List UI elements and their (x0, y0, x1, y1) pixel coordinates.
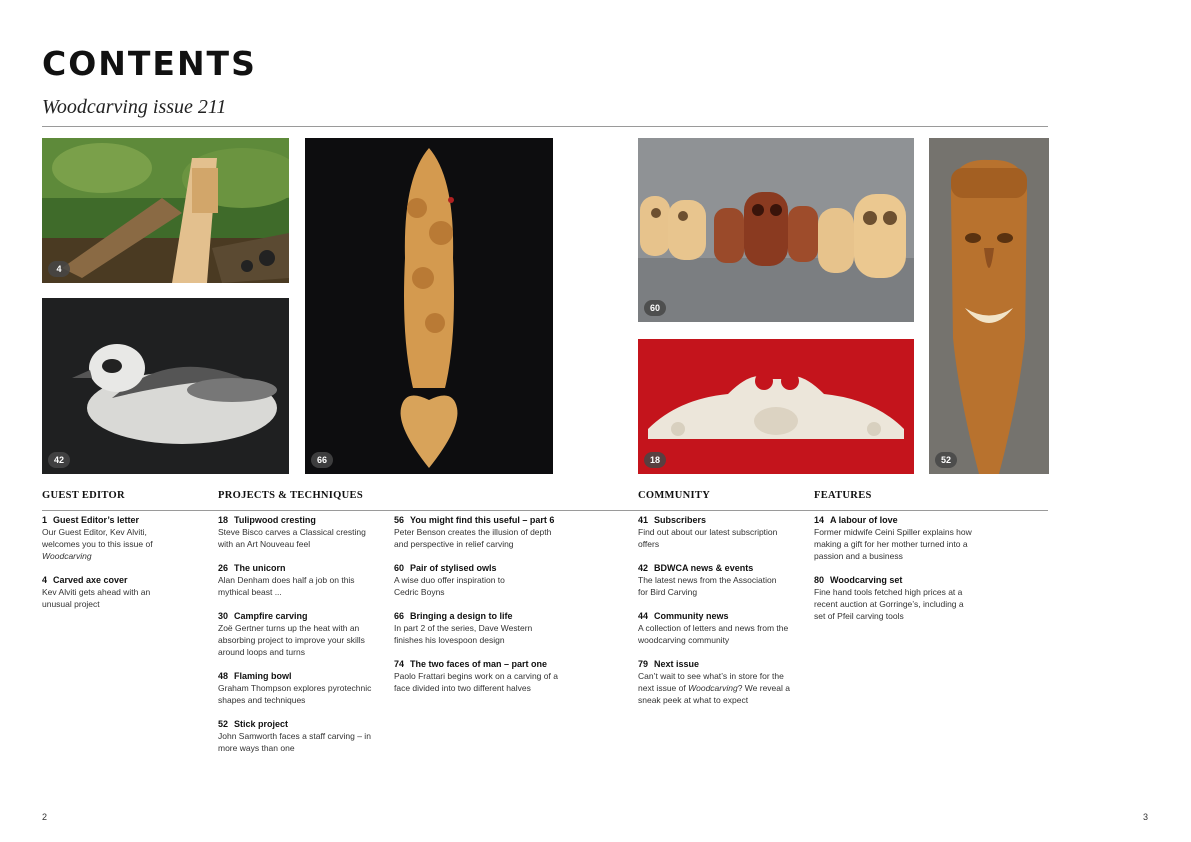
entry-title: Community news (654, 611, 729, 621)
toc-entry[interactable] (814, 574, 979, 622)
toc-entry[interactable] (218, 610, 383, 658)
section-divider (42, 510, 1048, 511)
entry-page-number: 4 (42, 575, 48, 585)
features-column (814, 514, 979, 634)
page-badge: 52 (935, 452, 957, 468)
entry-page-number: 30 (218, 611, 229, 621)
entry-title: Campfire carving (234, 611, 308, 621)
tulipwood-cresting-photo (638, 339, 914, 474)
entry-title: Flaming bowl (234, 671, 292, 681)
toc-entry[interactable] (42, 514, 172, 562)
entry-description: Kev Alviti gets ahead with an unusual project (42, 587, 151, 609)
toc-entry[interactable] (42, 574, 172, 610)
entry-page-number: 48 (218, 671, 229, 681)
entry-title: Stick project (234, 719, 289, 729)
page-number-left: 2 (42, 812, 48, 822)
entry-page-number: 74 (394, 659, 405, 669)
entry-description: Peter Benson creates the illusion of depth and perspective in relief carving (394, 527, 552, 549)
toc-entry[interactable] (394, 610, 564, 646)
entry-title: The two faces of man – part one (410, 659, 548, 669)
magazine-name: Woodcarving (688, 683, 738, 693)
entry-page-number: 80 (814, 575, 825, 585)
guest-editor-column (42, 514, 172, 622)
entry-description: Alan Denham does half a job on this mythical beast ... (218, 575, 355, 597)
entry-title: You might find this useful – part 6 (410, 515, 555, 525)
projects-column-1 (218, 514, 383, 766)
carved-duck-photo (42, 298, 289, 474)
entry-description: Former midwife Ceini Spiller explains how making a gift for her mother turned into a passion and a business (814, 527, 972, 561)
projects-column-2 (394, 514, 564, 706)
entry-page-number: 1 (42, 515, 48, 525)
entry-description: Graham Thompson explores pyrotechnic shapes and techniques (218, 683, 372, 705)
projects-heading: PROJECTS & TECHNIQUES (218, 490, 363, 501)
entry-description: Our Guest Editor, Kev Alviti, welcomes you to this issue of (42, 527, 153, 549)
stick-face-photo (929, 138, 1049, 474)
page-badge: 60 (644, 300, 666, 316)
entry-description: Paolo Frattari begins work on a carving of a face divided into two different halves (394, 671, 558, 693)
entry-page-number: 42 (638, 563, 649, 573)
lovespoon-photo (305, 138, 553, 474)
entry-description-tail: ? We reveal a sneak peek at what to expect (638, 683, 790, 705)
header-divider (42, 126, 1048, 127)
page-badge: 42 (48, 452, 70, 468)
entry-description: In part 2 of the series, Dave Western finishes his lovespoon design (394, 623, 533, 645)
entry-page-number: 79 (638, 659, 649, 669)
entry-page-number: 66 (394, 611, 405, 621)
entry-title: Subscribers (654, 515, 707, 525)
entry-page-number: 60 (394, 563, 405, 573)
entry-page-number: 44 (638, 611, 649, 621)
entry-title: Guest Editor’s letter (53, 515, 140, 525)
community-column (638, 514, 798, 718)
entry-title: BDWCA news & events (654, 563, 754, 573)
entry-title: Next issue (654, 659, 700, 669)
page-number-right: 3 (1143, 812, 1149, 822)
stylised-owls-photo (638, 138, 914, 322)
toc-entry[interactable] (638, 562, 798, 598)
entry-page-number: 18 (218, 515, 229, 525)
entry-page-number: 56 (394, 515, 405, 525)
issue-subtitle: Woodcarving issue 211 (42, 96, 227, 118)
toc-entry[interactable] (218, 670, 383, 706)
entry-description: The latest news from the Association for Bird Carving (638, 575, 777, 597)
entry-page-number: 52 (218, 719, 229, 729)
entry-description: A collection of letters and news from the woodcarving community (638, 623, 789, 645)
toc-entry[interactable] (218, 562, 383, 598)
entry-description: Steve Bisco carves a Classical cresting with an Art Nouveau feel (218, 527, 366, 549)
entry-title: Carved axe cover (53, 575, 128, 585)
entry-description: Can’t wait to see what’s in store for the next issue of (638, 671, 784, 693)
entry-title: A labour of love (830, 515, 898, 525)
entry-description: A wise duo offer inspiration to Cedric Boyns (394, 575, 505, 597)
toc-entry[interactable] (814, 514, 979, 562)
toc-entry[interactable] (638, 610, 798, 646)
toc-entry[interactable] (218, 514, 383, 550)
entry-title: Tulipwood cresting (234, 515, 316, 525)
guest-editor-heading: GUEST EDITOR (42, 490, 125, 501)
entry-title: Pair of stylised owls (410, 563, 497, 573)
community-heading: COMMUNITY (638, 490, 711, 501)
entry-description: Find out about our latest subscription offers (638, 527, 778, 549)
toc-entry[interactable] (638, 514, 798, 550)
toc-entry[interactable] (394, 562, 564, 598)
features-heading: FEATURES (814, 490, 872, 501)
entry-description: Zoë Gertner turns up the heat with an absorbing project to improve your skills around loops and turns (218, 623, 365, 657)
page-badge: 18 (644, 452, 666, 468)
entry-page-number: 26 (218, 563, 229, 573)
entry-description: John Samworth faces a staff carving – in more ways than one (218, 731, 371, 753)
toc-entry[interactable] (218, 718, 383, 754)
page-badge: 66 (311, 452, 333, 468)
entry-title: Woodcarving set (830, 575, 903, 585)
magazine-name: Woodcarving (42, 551, 92, 561)
toc-entry[interactable] (394, 514, 564, 550)
entry-title: The unicorn (234, 563, 286, 573)
entry-title: Bringing a design to life (410, 611, 513, 621)
entry-page-number: 41 (638, 515, 649, 525)
entry-description: Fine hand tools fetched high prices at a recent auction at Gorringe’s, including a set of Pfeil carving tools (814, 587, 964, 621)
toc-entry[interactable] (394, 658, 564, 694)
page-badge: 4 (48, 261, 70, 277)
page-title: CONTENTS (42, 44, 257, 83)
entry-page-number: 14 (814, 515, 825, 525)
carved-axe-cover-photo (42, 138, 289, 283)
toc-entry[interactable] (638, 658, 798, 706)
